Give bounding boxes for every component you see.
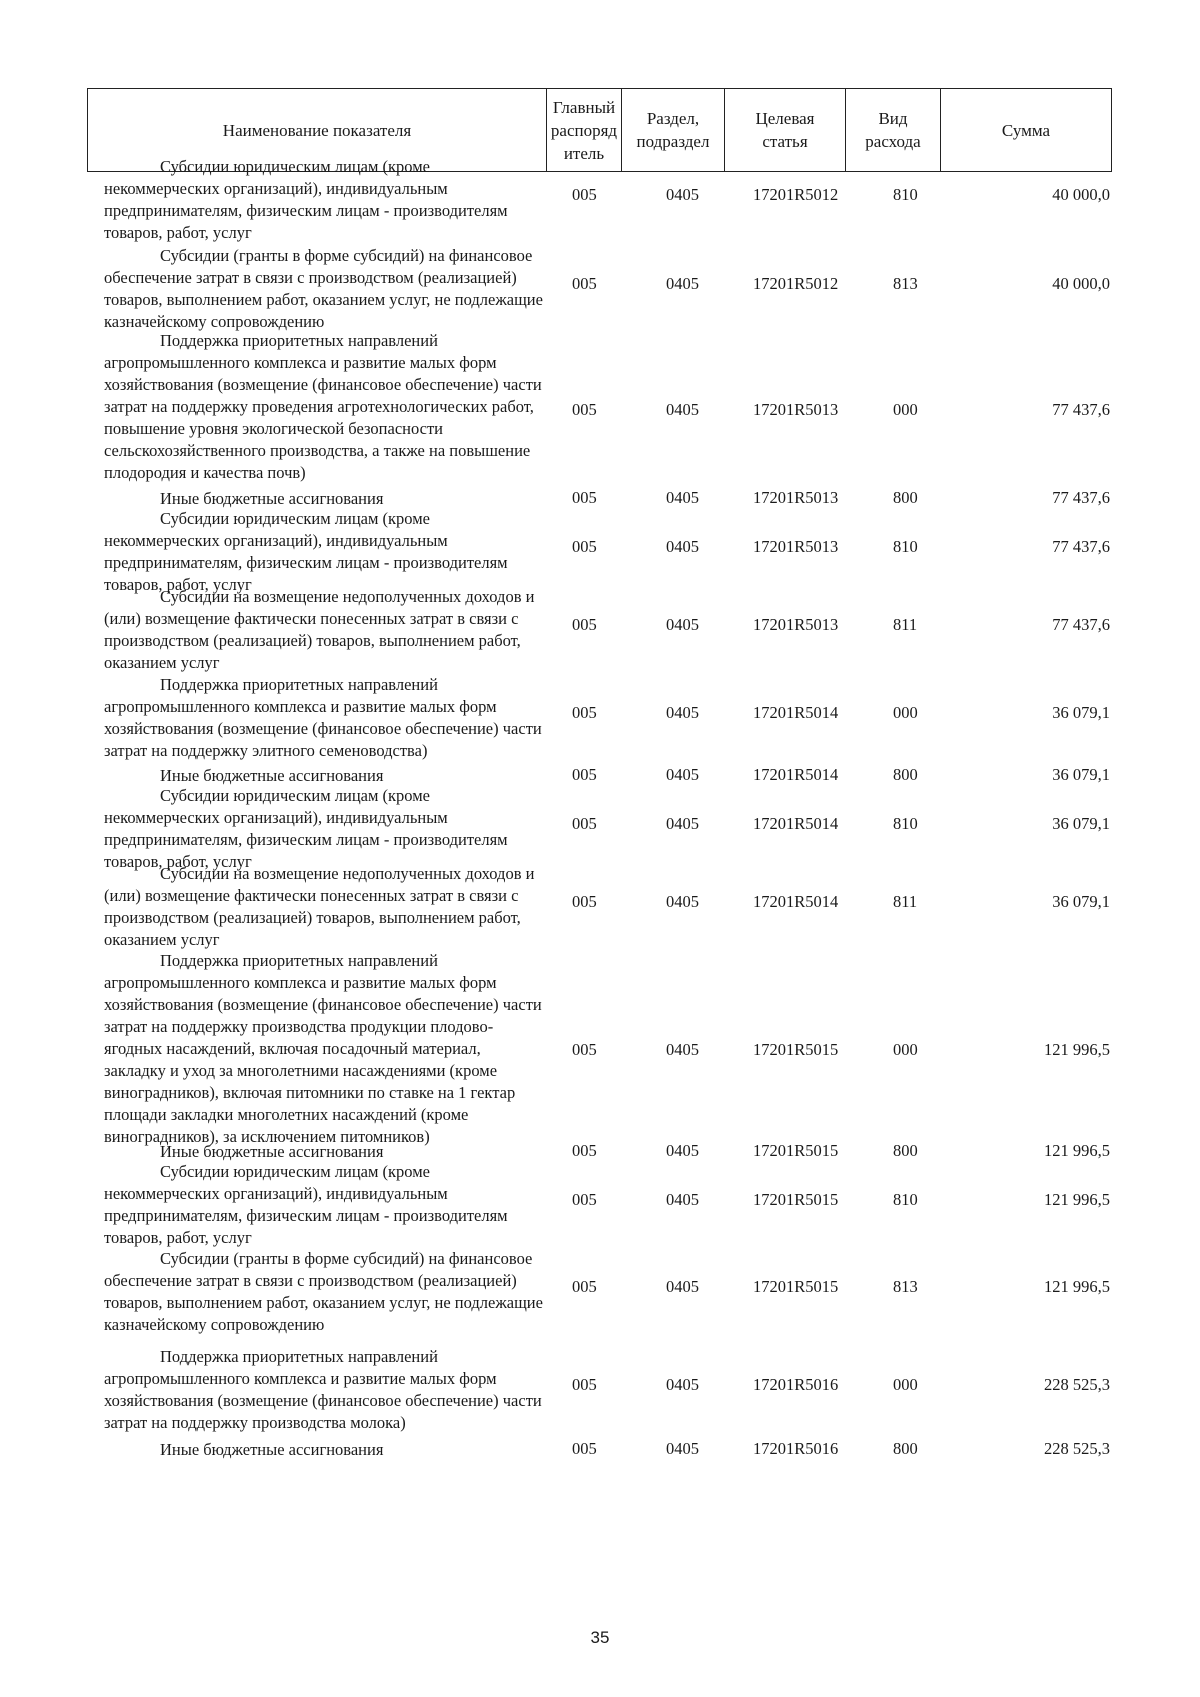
table-row — [0, 508, 1200, 594]
row-main-manager: 005 — [572, 703, 597, 722]
header-section-label — [637, 107, 710, 153]
row-expense-kind: 800 — [893, 1439, 918, 1458]
header-target-line2: статья — [762, 132, 808, 151]
row-main-manager: 005 — [572, 488, 597, 507]
row-sum: 40 000,0 — [1052, 185, 1110, 204]
header-section-line2: подраздел — [636, 132, 710, 151]
row-expense-kind: 000 — [893, 1040, 918, 1059]
table-row — [0, 488, 1200, 508]
row-name: Субсидии юридическим лицам (кроме некоммерческих организаций), индивидуальным предпринимателям, физическим лицам - производителям товаров, работ, услуг — [104, 786, 508, 871]
row-expense-kind: 000 — [893, 1375, 918, 1394]
header-target-line1: Целевая — [755, 109, 815, 128]
row-target-article: 17201R5013 — [753, 400, 839, 419]
row-target-article: 17201R5014 — [753, 765, 839, 784]
row-name: Иные бюджетные ассигнования — [160, 1142, 384, 1161]
row-section: 0405 — [666, 814, 699, 833]
row-sum: 77 437,6 — [1052, 400, 1110, 419]
row-expense-kind: 800 — [893, 1141, 918, 1160]
row-target-article: 17201R5015 — [753, 1040, 839, 1059]
header-expense-kind-label — [865, 107, 920, 153]
row-target-article: 17201R5013 — [753, 537, 839, 556]
table-row — [0, 1248, 1200, 1336]
header-name-label: Наименование показателя — [222, 120, 412, 140]
table-row — [0, 1161, 1200, 1249]
header-main-manager-line1: Главный — [552, 97, 616, 117]
row-name: Субсидии (гранты в форме субсидий) на финансовое обеспечение затрат в связи с производством (реализацией) товаров, выполнением работ, оказанием услуг, не подлежащие казначейскому сопровождению — [104, 246, 543, 331]
row-section: 0405 — [666, 274, 699, 293]
row-sum: 121 996,5 — [1044, 1141, 1110, 1160]
row-target-article: 17201R5012 — [753, 274, 839, 293]
row-name: Поддержка приоритетных направлений агропромышленного комплекса и развитие малых форм хозяйствования (возмещение (финансовое обеспечение) части затрат на поддержку производства молока) — [104, 1347, 542, 1432]
page-number: 35 — [590, 1628, 610, 1647]
row-name: Иные бюджетные ассигнования — [160, 489, 384, 508]
row-main-manager: 005 — [572, 765, 597, 784]
table-row — [0, 245, 1200, 333]
row-section: 0405 — [666, 1277, 699, 1296]
row-section: 0405 — [666, 185, 699, 204]
row-main-manager: 005 — [572, 1375, 597, 1394]
row-target-article: 17201R5013 — [753, 488, 839, 507]
row-target-article: 17201R5014 — [753, 892, 839, 911]
row-name: Субсидии юридическим лицам (кроме некоммерческих организаций), индивидуальным предпринимателям, физическим лицам - производителям товаров, работ, услуг — [104, 1162, 508, 1247]
header-main-manager-line3: итель — [563, 143, 605, 163]
row-name: Субсидии на возмещение недополученных доходов и (или) возмещение фактически понесенных затрат в связи с производством (реализацией) товаров, выполнением работ, оказанием услуг — [104, 864, 535, 949]
table-row — [0, 156, 1200, 244]
row-expense-kind: 811 — [893, 615, 918, 634]
table-row — [0, 765, 1200, 785]
row-expense-kind: 813 — [893, 1277, 918, 1296]
table-row — [0, 863, 1200, 951]
row-expense-kind: 810 — [893, 185, 918, 204]
row-sum: 121 996,5 — [1044, 1277, 1110, 1296]
row-section: 0405 — [666, 1190, 699, 1209]
row-sum: 36 079,1 — [1052, 814, 1110, 833]
row-sum: 228 525,3 — [1044, 1375, 1110, 1394]
row-main-manager: 005 — [572, 400, 597, 419]
row-name: Поддержка приоритетных направлений агропромышленного комплекса и развитие малых форм хозяйствования (возмещение (финансовое обеспечение) части затрат на поддержку проведения агротехнологических работ, повышение уровня экологической безопасности сельскохозяйственного производства, а также на повышение плодородия и качества почв) — [104, 331, 542, 482]
row-name: Субсидии юридическим лицам (кроме некоммерческих организаций), индивидуальным предпринимателям, физическим лицам - производителям товаров, работ, услуг — [104, 509, 508, 594]
row-main-manager: 005 — [572, 537, 597, 556]
row-name: Субсидии (гранты в форме субсидий) на финансовое обеспечение затрат в связи с производством (реализацией) товаров, выполнением работ, оказанием услуг, не подлежащие казначейскому сопровождению — [104, 1249, 543, 1334]
table-row — [0, 950, 1200, 1146]
row-main-manager: 005 — [572, 1277, 597, 1296]
row-sum: 121 996,5 — [1044, 1040, 1110, 1059]
row-sum: 36 079,1 — [1052, 765, 1110, 784]
row-sum: 228 525,3 — [1044, 1439, 1110, 1458]
header-sum-label: Сумма — [1001, 120, 1051, 140]
row-main-manager: 005 — [572, 185, 597, 204]
row-expense-kind: 800 — [893, 488, 918, 507]
table-row — [0, 586, 1200, 674]
row-expense-kind: 810 — [893, 537, 918, 556]
row-sum: 77 437,6 — [1052, 615, 1110, 634]
row-section: 0405 — [666, 892, 699, 911]
row-expense-kind: 000 — [893, 703, 918, 722]
table-row — [0, 1439, 1200, 1461]
row-sum: 40 000,0 — [1052, 274, 1110, 293]
row-expense-kind: 810 — [893, 1190, 918, 1209]
header-kind-line1: Вид — [878, 109, 908, 128]
row-sum: 77 437,6 — [1052, 488, 1110, 507]
row-section: 0405 — [666, 615, 699, 634]
row-main-manager: 005 — [572, 814, 597, 833]
row-main-manager: 005 — [572, 1190, 597, 1209]
header-section-line1: Раздел, — [646, 109, 700, 128]
row-target-article: 17201R5016 — [753, 1439, 839, 1458]
row-section: 0405 — [666, 488, 699, 507]
row-section: 0405 — [666, 1375, 699, 1394]
row-sum: 36 079,1 — [1052, 892, 1110, 911]
row-expense-kind: 810 — [893, 814, 918, 833]
row-target-article: 17201R5012 — [753, 185, 839, 204]
row-target-article: 17201R5014 — [753, 814, 839, 833]
row-section: 0405 — [666, 1439, 699, 1458]
row-section: 0405 — [666, 703, 699, 722]
row-main-manager: 005 — [572, 1040, 597, 1059]
row-main-manager: 005 — [572, 1439, 597, 1458]
row-main-manager: 005 — [572, 615, 597, 634]
row-main-manager: 005 — [572, 1141, 597, 1160]
row-sum: 121 996,5 — [1044, 1190, 1110, 1209]
row-section: 0405 — [666, 537, 699, 556]
row-expense-kind: 000 — [893, 400, 918, 419]
row-target-article: 17201R5013 — [753, 615, 839, 634]
row-target-article: 17201R5015 — [753, 1277, 839, 1296]
row-expense-kind: 813 — [893, 274, 918, 293]
row-name: Субсидии на возмещение недополученных доходов и (или) возмещение фактически понесенных затрат в связи с производством (реализацией) товаров, выполнением работ, оказанием услуг — [104, 587, 535, 672]
row-target-article: 17201R5015 — [753, 1190, 839, 1209]
row-sum: 77 437,6 — [1052, 537, 1110, 556]
row-section: 0405 — [666, 1141, 699, 1160]
row-expense-kind: 811 — [893, 892, 918, 911]
row-target-article: 17201R5014 — [753, 703, 839, 722]
row-section: 0405 — [666, 1040, 699, 1059]
row-name: Иные бюджетные ассигнования — [160, 766, 384, 785]
row-name: Поддержка приоритетных направлений агропромышленного комплекса и развитие малых форм хозяйствования (возмещение (финансовое обеспечение) части затрат на поддержку производства продукции плодово-ягодных насаждений, включая посадочный материал, закладку и уход за многолетними насаждениями (кроме виноградников), включая питомники по ставке на 1 гектар площади закладки многолетних насаждений (кроме виноградников), за исключением питомников) — [104, 951, 542, 1146]
row-target-article: 17201R5015 — [753, 1141, 839, 1160]
table-row — [0, 1141, 1200, 1161]
row-main-manager: 005 — [572, 274, 597, 293]
row-target-article: 17201R5016 — [753, 1375, 839, 1394]
header-target-article-label — [755, 107, 814, 153]
row-name: Поддержка приоритетных направлений агропромышленного комплекса и развитие малых форм хозяйствования (возмещение (финансовое обеспечение) части затрат на поддержку элитного семеноводства) — [104, 675, 542, 760]
header-main-manager-label — [551, 96, 617, 165]
header-main-manager-line2: распоряд — [550, 120, 618, 140]
table-row — [0, 330, 1200, 488]
table-row — [0, 785, 1200, 871]
header-kind-line2: расхода — [865, 132, 921, 151]
table-row — [0, 674, 1200, 762]
table-row — [0, 1346, 1200, 1434]
row-name: Иные бюджетные ассигнования — [160, 1440, 384, 1459]
row-expense-kind: 800 — [893, 765, 918, 784]
row-section: 0405 — [666, 400, 699, 419]
row-main-manager: 005 — [572, 892, 597, 911]
row-sum: 36 079,1 — [1052, 703, 1110, 722]
row-name: Субсидии юридическим лицам (кроме некоммерческих организаций), индивидуальным предпринимателям, физическим лицам - производителям товаров, работ, услуг — [104, 157, 508, 242]
row-section: 0405 — [666, 765, 699, 784]
